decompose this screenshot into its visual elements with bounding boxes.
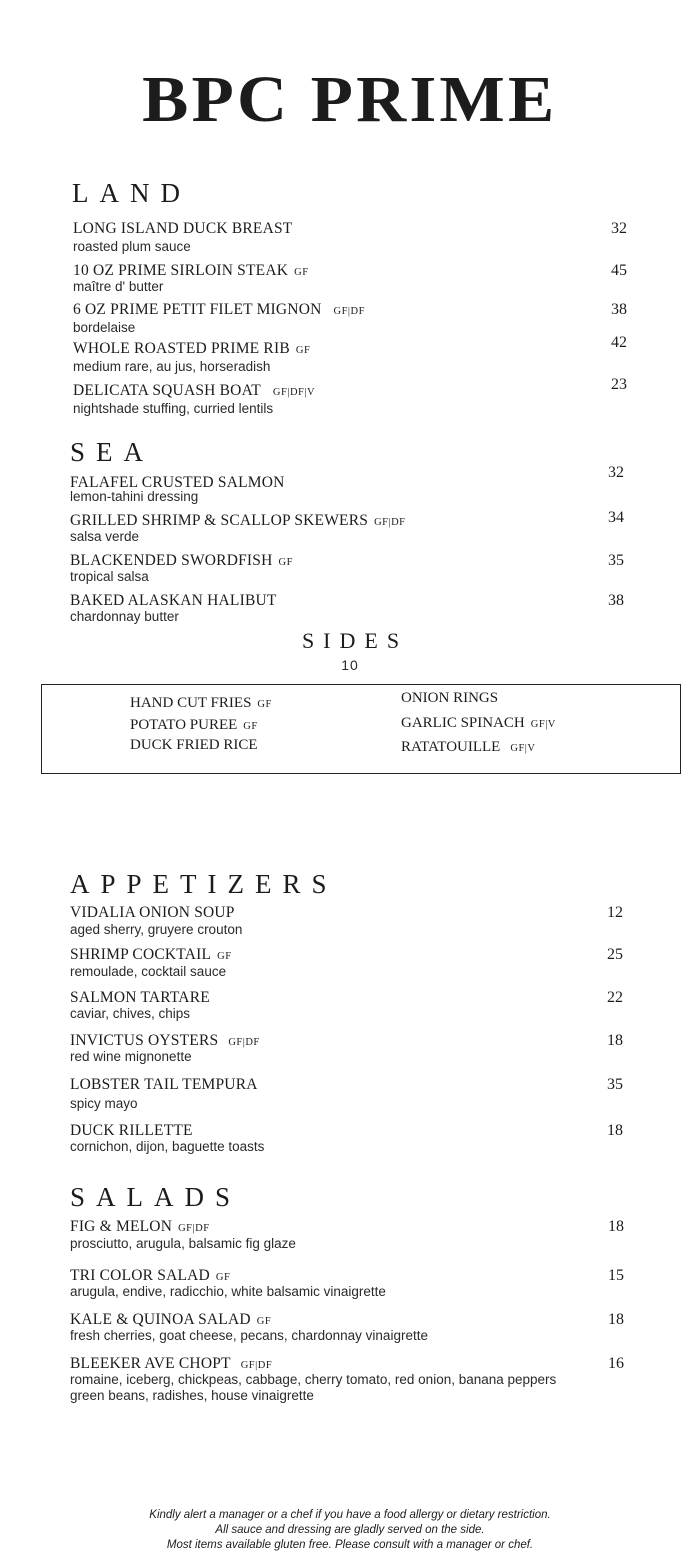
menu-item-description: chardonnay butter [70, 609, 179, 624]
menu-item-price: 12 [607, 904, 623, 921]
menu-item-price: 18 [608, 1218, 624, 1235]
menu-item-price: 32 [608, 464, 624, 481]
menu-item-price: 18 [607, 1122, 623, 1139]
side-item: ONION RINGS [401, 690, 499, 706]
menu-item-description: remoulade, cocktail sauce [70, 964, 227, 979]
side-item: HAND CUT FRIES GF [130, 695, 272, 711]
menu-item-name: LOBSTER TAIL TEMPURA [70, 1076, 258, 1093]
menu-item-description: romaine, iceberg, chickpeas, cabbage, cherry tomato, red onion, banana peppers [70, 1372, 557, 1387]
menu-item-name: DUCK RILLETTE [70, 1122, 193, 1139]
dietary-tag: GF [257, 699, 272, 710]
section-heading-appetizers: APPETIZERS [70, 869, 338, 899]
menu-item-price: 38 [608, 592, 624, 609]
menu-item-price: 35 [608, 552, 624, 569]
menu-item-name: BLEEKER AVE CHOPT GF|DF [70, 1355, 273, 1372]
menu-item-name: WHOLE ROASTED PRIME RIB GF [73, 340, 311, 357]
menu-item-description: maître d' butter [73, 279, 164, 294]
menu-item-description: prosciutto, arugula, balsamic fig glaze [70, 1236, 296, 1251]
section-heading-salads: SALADS [70, 1182, 242, 1212]
menu-item-description: cornichon, dijon, baguette toasts [70, 1139, 265, 1154]
menu-item-name: INVICTUS OYSTERS GF|DF [70, 1032, 260, 1049]
menu-item-price: 23 [611, 376, 627, 393]
menu-item-description-line2: green beans, radishes, house vinaigrette [70, 1388, 314, 1403]
menu-item-price: 18 [607, 1032, 623, 1049]
menu-item-description: nightshade stuffing, curried lentils [73, 401, 274, 416]
menu-item-price: 22 [607, 989, 623, 1006]
allergy-notice: Kindly alert a manager or a chef if you have a food allergy or dietary restriction. [149, 1509, 551, 1521]
dietary-tag: GF|DF [333, 306, 365, 317]
menu-item-description: medium rare, au jus, horseradish [73, 359, 271, 374]
menu-item-name: TRI COLOR SALAD GF [70, 1267, 231, 1284]
menu-item-name: VIDALIA ONION SOUP [70, 904, 235, 921]
section-heading-sides: SIDES [301, 628, 409, 653]
restaurant-title: BPC PRIME [142, 63, 558, 136]
menu-item-description: caviar, chives, chips [70, 1006, 191, 1021]
dietary-tag: GF|DF [228, 1037, 260, 1048]
menu-item-price: 38 [611, 301, 627, 318]
gluten-free-notice: Most items available gluten free. Please consult with a manager or chef. [166, 1539, 534, 1551]
menu-item-description: tropical salsa [70, 569, 149, 584]
menu-item-name: DELICATA SQUASH BOAT GF|DF|V [73, 382, 316, 399]
menu-item-name: FALAFEL CRUSTED SALMON [70, 474, 285, 491]
menu-item-description: arugula, endive, radicchio, white balsamic vinaigrette [70, 1284, 386, 1299]
menu-item-price: 35 [607, 1076, 623, 1093]
menu-item-name: SHRIMP COCKTAIL GF [70, 946, 232, 963]
menu-item-name: 6 OZ PRIME PETIT FILET MIGNON GF|DF [73, 301, 365, 318]
menu-item-price: 34 [608, 509, 624, 526]
menu-item-name: KALE & QUINOA SALAD GF [70, 1311, 272, 1328]
menu-item-name: 10 OZ PRIME SIRLOIN STEAK GF [73, 262, 309, 279]
menu-item-price: 16 [608, 1355, 624, 1372]
dietary-tag: GF|DF [374, 517, 406, 528]
menu-item-price: 45 [611, 262, 627, 279]
side-item: RATATOUILLE GF|V [401, 739, 536, 755]
dietary-tag: GF|V [530, 719, 556, 730]
menu-item-description: fresh cherries, goat cheese, pecans, chardonnay vinaigrette [70, 1328, 428, 1343]
sides-price: 10 [341, 657, 359, 673]
menu-item-name: BAKED ALASKAN HALIBUT [70, 592, 277, 609]
menu-item-description: salsa verde [70, 529, 140, 544]
menu-item-price: 32 [611, 220, 627, 237]
dietary-tag: GF [294, 267, 309, 278]
menu-item-description: red wine mignonette [70, 1049, 192, 1064]
dietary-tag: GF [256, 1316, 272, 1327]
side-item: DUCK FRIED RICE [130, 737, 258, 753]
menu-item-price: 18 [608, 1311, 624, 1328]
menu-item-description: spicy mayo [70, 1096, 138, 1111]
dietary-tag: GF [295, 345, 311, 356]
menu-item-name: FIG & MELON GF|DF [70, 1218, 210, 1235]
menu-item-description: lemon-tahini dressing [70, 489, 199, 504]
menu-item-description: aged sherry, gruyere crouton [70, 922, 243, 937]
dietary-tag: GF [278, 557, 293, 568]
section-heading-sea: SEA [70, 437, 155, 467]
dietary-tag: GF|V [510, 743, 536, 754]
dietary-tag: GF [217, 951, 232, 962]
menu-item-price: 15 [608, 1267, 624, 1284]
menu-item-name: GRILLED SHRIMP & SCALLOP SKEWERS GF|DF [70, 512, 406, 529]
menu-item-name: BLACKENDED SWORDFISH GF [70, 552, 293, 569]
side-item: POTATO PUREE GF [130, 717, 258, 733]
side-item: GARLIC SPINACH GF|V [401, 715, 556, 731]
dietary-tag: GF [215, 1272, 231, 1283]
dietary-tag: GF [243, 721, 258, 732]
menu-item-description: roasted plum sauce [73, 239, 191, 254]
menu-item-name: SALMON TARTARE [70, 989, 210, 1006]
menu-item-price: 25 [607, 946, 623, 963]
dietary-tag: GF|DF|V [272, 387, 316, 398]
sauce-notice: All sauce and dressing are gladly served on the side. [215, 1524, 485, 1536]
dietary-tag: GF|DF [240, 1360, 273, 1371]
dietary-tag: GF|DF [178, 1223, 210, 1234]
menu-item-name: LONG ISLAND DUCK BREAST [73, 220, 293, 237]
section-heading-land: LAND [72, 178, 191, 208]
menu-item-description: bordelaise [73, 320, 136, 335]
menu-item-price: 42 [611, 334, 627, 351]
